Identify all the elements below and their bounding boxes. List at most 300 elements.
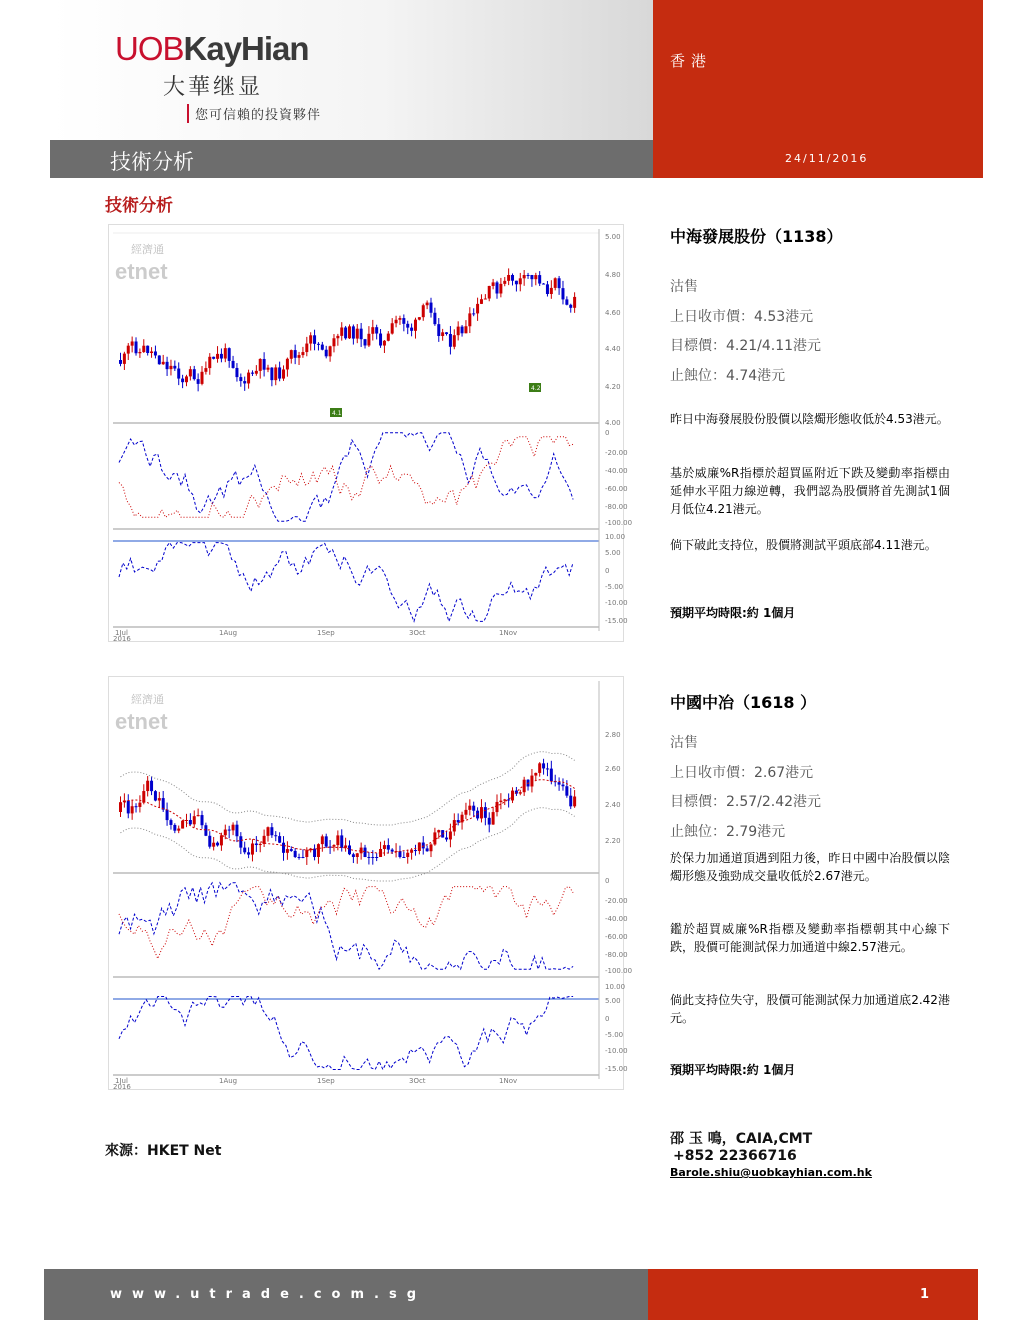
candle-body [201,372,204,384]
analysis-paragraph: 於保力加通道頂遇到阻力後，昨日中國中冶股價以陰燭形態及強勁成交量收低於2.67港元。 [670,851,950,883]
candle-body [228,348,231,361]
roc-tick: 0 [605,1015,610,1023]
candle-body [340,835,343,847]
candle-body [379,334,382,346]
candle-body [305,344,308,353]
candle-body [484,807,487,818]
candle-body [235,825,238,837]
candle-body [488,286,491,299]
roc-tick: -15.00 [605,1065,628,1073]
candle-body [216,354,219,359]
candle-body [364,339,367,345]
roc-tick: -10.00 [605,1047,628,1055]
candle-body [488,818,491,825]
candle-body [550,769,553,782]
candle-body [495,802,498,812]
stop-loss: 止蝕位：4.74港元 [670,368,786,384]
candle-body [317,844,320,857]
candle-body [232,825,235,831]
candle-body [519,278,522,284]
candle-body [317,344,320,345]
candle-body [138,352,141,353]
roc-tick: 5.00 [605,549,621,557]
candle-body [329,346,332,356]
candle-body [336,835,339,845]
date-tick: 1Aug [219,629,238,637]
candle-body [239,836,242,847]
candle-body [150,351,153,353]
price-tick: 2.20 [605,837,621,845]
candle-body [364,848,367,857]
roc-panel [113,541,599,621]
candle-body [464,326,467,333]
roc-tick: 10.00 [605,983,626,991]
candle-body [142,791,145,803]
williams-r-signal [119,887,573,959]
candle-body [166,810,169,820]
candle-body [484,299,487,300]
candle-body [298,857,301,858]
price-tick: 4.60 [605,309,621,317]
candle-body [445,838,448,840]
candle-body [410,328,413,331]
candle-body [476,304,479,314]
candle-body [375,327,378,333]
report-date: 24/11/2016 [785,152,869,165]
price-panel [119,268,576,391]
candle-body [534,773,537,776]
candle-body [127,346,130,354]
bollinger-middle [121,780,575,853]
analyst-email-link[interactable]: Barole.shiu@uobkayhian.com.hk [670,1166,872,1179]
wr-tick: -80.00 [605,503,628,511]
candle-body [278,367,281,378]
candle-body [270,368,273,381]
candle-body [185,376,188,382]
candle-body [546,284,549,294]
candle-body [383,845,386,849]
analyst-name: 邵 玉 鳴，CAIA,CMT [670,1131,813,1147]
candle-body [247,852,250,854]
candle-body [503,281,506,284]
wr-tick: -80.00 [605,951,628,959]
candle-body [313,849,316,857]
candle-body [472,806,475,811]
candle-body [464,810,467,815]
candle-body [352,854,355,857]
candle-body [169,820,172,825]
candle-body [146,346,149,353]
analysis-paragraph: 昨日中海發展股份股價以陰燭形態收低於4.53港元。 [670,412,949,426]
wr-tick: -40.00 [605,915,628,923]
candle-body [546,768,549,769]
candle-body [154,791,157,800]
candle-body [166,362,169,369]
candle-body [173,366,176,369]
candle-body [309,335,312,343]
candle-body [534,275,537,279]
candle-body [135,806,138,807]
roc-line [119,543,573,622]
candle-body [492,282,495,286]
wr-tick: -60.00 [605,485,628,493]
candle-body [391,850,394,852]
candle-body [177,829,180,831]
candle-body [503,799,506,800]
candle-body [561,785,564,787]
candle-body [224,348,227,358]
wr-tick: -100.00 [605,967,633,975]
candle-body [158,798,161,800]
bollinger-upper [121,752,575,825]
roc-tick: -5.00 [605,1031,624,1039]
candle-body [437,830,440,832]
candle-body [367,334,370,346]
candle-body [270,827,273,835]
candle-body [266,827,269,836]
candle-body [414,850,417,851]
candle-body [569,796,572,807]
candle-body [290,849,293,851]
price-tick: 2.60 [605,765,621,773]
header-section-title: 技術分析 [110,150,194,174]
price-tick: 2.40 [605,801,621,809]
williams-r-panel [119,883,573,969]
candle-body [558,782,561,784]
candle-body [193,369,196,379]
candle-body [356,853,359,857]
roc-tick: 5.00 [605,997,621,1005]
candle-body [169,366,172,369]
candle-body [321,345,324,350]
candle-body [371,327,374,334]
date-tick: 1Nov [499,629,518,637]
bollinger-lower [121,808,575,881]
watermark-en: etnet [115,709,168,734]
company-logo: UOBKayHian [115,30,309,67]
candle-body [356,329,359,339]
candle-body [527,275,530,276]
marker-low-1: 4.11 [332,410,346,417]
candle-body [383,341,386,346]
candle-body [259,844,262,845]
candle-body [523,275,526,278]
candle-body [422,843,425,849]
year-label: 2016 [113,1083,131,1091]
candle-body [208,836,211,847]
williams-r-signal [119,437,573,518]
candle-body [212,843,215,847]
candle-body [146,781,149,791]
candle-body [232,361,235,368]
candle-body [445,332,448,334]
candle-body [197,379,200,384]
candle-body [220,835,223,845]
roc-tick: -5.00 [605,583,624,591]
candle-body [418,317,421,319]
candle-body [538,275,541,283]
company-tagline: 您可信賴的投資夥伴 [187,104,321,123]
year-label: 2016 [113,635,131,643]
candle-body [255,843,258,845]
candle-body [282,843,285,853]
candle-body [402,318,405,324]
candle-body [204,825,207,836]
price-tick: 4.20 [605,383,621,391]
candle-body [158,355,161,364]
candle-body [286,849,289,853]
candle-body [282,369,285,378]
stock-chart-1618 [108,676,633,1091]
candle-body [298,355,301,358]
candle-body [278,836,281,843]
candle-body [177,369,180,379]
stock-chart-1138-svg [109,225,633,643]
candle-body [499,801,502,802]
candle-body [492,812,495,824]
candle-body [426,303,429,306]
section-title: 技術分析 [105,196,173,216]
stop-loss: 止蝕位：2.79港元 [670,824,786,840]
candle-body [228,830,231,831]
price-tick: 4.80 [605,271,621,279]
candle-body [430,844,433,851]
candle-body [336,336,339,338]
wr-tick: -20.00 [605,449,628,457]
candle-body [150,781,153,791]
stock-title-1618: 中國中冶（1618 ） [670,693,817,712]
date-tick: 1Sep [317,1077,335,1085]
candle-body [266,368,269,370]
price-tick: 4.40 [605,345,621,353]
roc-tick: -15.00 [605,617,628,625]
candle-body [398,318,401,320]
wr-tick: -60.00 [605,933,628,941]
candle-body [367,857,370,858]
candle-body [259,359,262,371]
footer-website-link[interactable]: www.utrade.com.sg [110,1287,427,1302]
candle-body [154,351,157,355]
date-tick: 1Jul [115,629,128,637]
date-tick: 3Oct [409,629,426,637]
candle-body [162,362,165,364]
candle-body [360,848,363,854]
candle-body [542,284,545,285]
candle-body [433,313,436,324]
watermark-cn: 經濟通 [131,693,164,706]
candle-body [119,360,122,364]
candle-body [387,845,390,850]
candle-body [321,836,324,844]
candle-body [402,857,405,858]
candle-body [348,326,351,338]
candle-body [325,836,328,846]
candle-body [313,335,316,344]
candle-body [243,381,246,383]
stock-chart-1138 [108,224,633,643]
candle-body [344,327,347,338]
candle-body [294,851,297,857]
candle-body [530,776,533,787]
analysis-paragraph: 基於威廉%R指標於超買區附近下跌及變動率指標由延伸水平阻力線逆轉，我們認為股價將首先測試1個月低位4.21港元。 [670,466,950,516]
candle-body [201,815,204,825]
candle-body [565,299,568,304]
candle-body [457,327,460,336]
candle-body [123,354,126,364]
previous-close: 上日收市價：4.53港元 [670,309,814,325]
candle-body [251,373,254,374]
candle-body [274,835,277,836]
header-banner [50,0,653,140]
candle-body [391,323,394,333]
candle-body [301,352,304,355]
roc-tick: -10.00 [605,599,628,607]
candle-body [197,815,200,816]
date-tick: 1Jul [115,1077,128,1085]
target-price: 目標價：4.21/4.11港元 [670,338,822,354]
wr-tick: -20.00 [605,897,628,905]
candle-body [251,843,254,854]
candle-body [286,359,289,370]
candle-body [204,368,207,372]
candle-body [325,350,328,357]
candle-body [507,275,510,281]
roc-panel [113,997,599,1070]
stock-chart-1618-svg [109,677,633,1091]
candle-body [538,763,541,773]
candle-body [406,853,409,857]
price-tick: 4.00 [605,419,621,427]
candle-body [414,320,417,331]
candle-body [235,368,238,377]
candle-body [131,341,134,345]
williams-r-line [119,433,573,521]
candle-body [565,786,568,795]
candle-body [142,346,145,352]
candle-body [558,278,561,288]
candle-body [208,357,211,368]
candle-body [375,857,378,858]
price-tick: 5.00 [605,233,621,241]
price-tick: 2.80 [605,731,621,739]
candle-body [239,377,242,381]
candle-body [193,816,196,824]
analysis-paragraph: 倘此支持位失守，股價可能測試保力加通道底2.42港元。 [670,993,950,1025]
rating: 沽售 [670,279,698,295]
roc-line [119,997,573,1070]
date-tick: 3Oct [409,1077,426,1085]
candle-body [410,850,413,853]
rating: 沽售 [670,735,698,751]
candle-body [530,275,533,279]
candle-body [274,367,277,380]
candle-body [554,278,557,288]
candle-body [371,857,374,858]
date-tick: 1Nov [499,1077,518,1085]
candle-body [243,848,246,853]
candle-body [305,850,308,857]
roc-tick: 10.00 [605,533,626,541]
price-panel [119,752,576,881]
candle-body [173,825,176,831]
candle-body [387,334,390,341]
stock-title-1138: 中海發展股份（1138） [670,227,843,246]
target-price: 目標價：2.57/2.42港元 [670,794,822,810]
candle-body [511,275,514,281]
candle-body [476,811,479,819]
candle-body [340,327,343,335]
holding-period: 預期平均時限:約 1個月 [670,1063,796,1077]
candle-body [181,379,184,383]
candle-body [573,297,576,308]
source-note: 來源：HKET Net [105,1143,222,1159]
candle-body [472,313,475,314]
candle-body [395,320,398,323]
candle-body [263,359,266,370]
analyst-phone: +852 22366716 [673,1148,797,1164]
candle-body [216,843,219,846]
watermark-cn: 經濟通 [131,243,164,256]
wr-tick: 0 [605,877,610,885]
holding-period: 預期平均時限:約 1個月 [670,606,796,620]
watermark-en: etnet [115,259,168,284]
candle-body [573,797,576,807]
candle-body [189,820,192,824]
candle-body [294,350,297,358]
candle-body [449,831,452,839]
candle-body [332,338,335,346]
candle-body [290,350,293,359]
candle-body [426,848,429,851]
candle-body [127,800,130,813]
marker-low-2: 4.21 [531,385,545,392]
candle-body [135,341,138,353]
candle-body [449,334,452,347]
candle-body [138,803,141,807]
candle-body [461,327,464,334]
candle-body [499,284,502,294]
wr-tick: -100.00 [605,519,633,527]
williams-r-panel [119,433,573,521]
candle-body [515,281,518,285]
candle-body [453,820,456,831]
candle-body [550,288,553,294]
previous-close: 上日收市價：2.67港元 [670,765,814,781]
candle-body [561,288,564,299]
candle-body [212,357,215,359]
candle-body [189,369,192,376]
candle-body [181,821,184,829]
candle-body [224,830,227,836]
candle-body [247,373,250,384]
candle-body [495,282,498,293]
wr-tick: -40.00 [605,467,628,475]
candle-body [348,845,351,854]
candle-body [468,313,471,326]
candle-body [507,799,510,800]
page-number: 1 [920,1287,930,1302]
candle-body [406,324,409,328]
candle-body [131,806,134,813]
date-tick: 1Sep [317,629,335,637]
candle-body [523,780,526,792]
candle-body [220,354,223,359]
candle-body [441,332,444,336]
region-label: 香港 [670,52,713,70]
candle-body [542,763,545,768]
company-logo-chinese: 大華继显 [163,75,264,100]
candle-body [301,857,304,858]
